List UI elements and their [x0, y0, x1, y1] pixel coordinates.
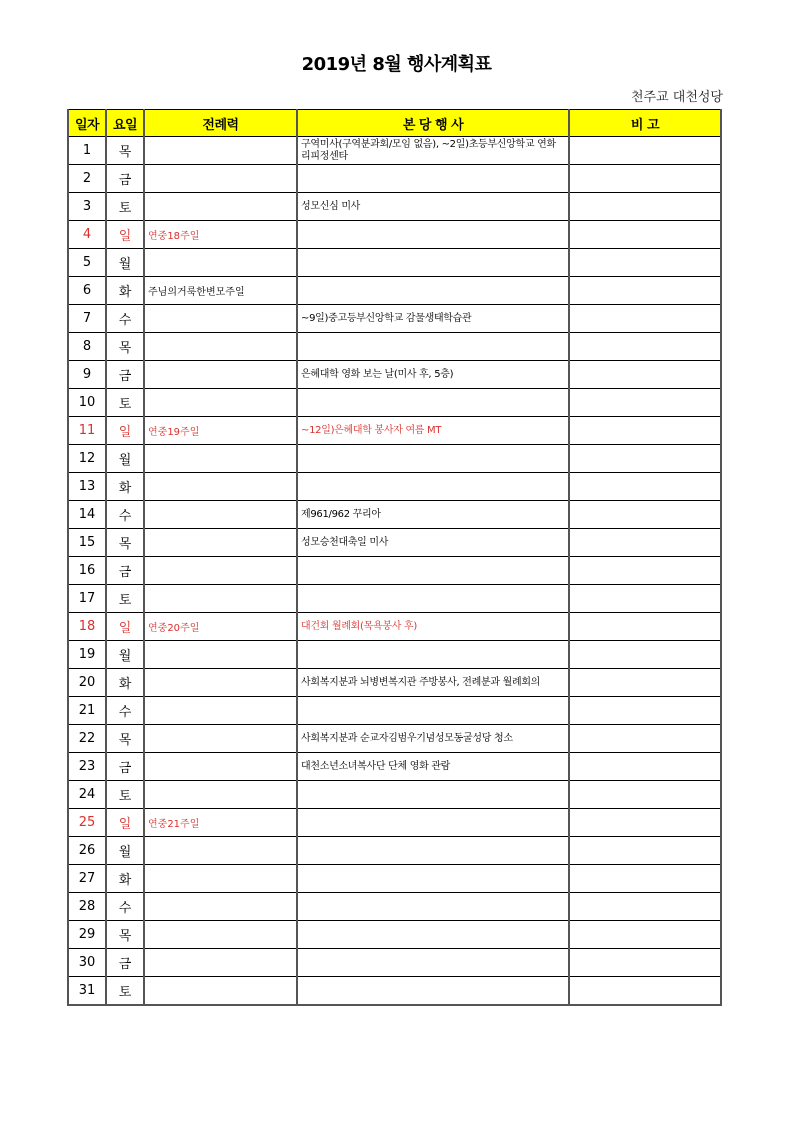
table-row [68, 361, 721, 389]
table-row [68, 165, 721, 193]
event-cell [297, 809, 569, 837]
event-cell [297, 249, 569, 277]
day-cell: 28 [68, 893, 106, 921]
table-row [68, 669, 721, 697]
event-cell [297, 781, 569, 809]
weekday-cell: 토 [106, 389, 144, 417]
header-day: 일자 [68, 110, 106, 137]
day-cell: 8 [68, 333, 106, 361]
liturgy-cell: 연중21주일 [144, 809, 297, 837]
table-row [68, 725, 721, 753]
remark-cell [569, 557, 721, 585]
liturgy-cell: 연중18주일 [144, 221, 297, 249]
remark-cell [569, 641, 721, 669]
liturgy-cell: 연중19주일 [144, 417, 297, 445]
day-cell: 25 [68, 809, 106, 837]
weekday-cell: 금 [106, 165, 144, 193]
weekday-cell: 수 [106, 305, 144, 333]
table-row [68, 809, 721, 837]
day-cell: 18 [68, 613, 106, 641]
weekday-cell: 수 [106, 501, 144, 529]
day-cell: 21 [68, 697, 106, 725]
remark-cell [569, 865, 721, 893]
weekday-cell: 화 [106, 473, 144, 501]
liturgy-cell [144, 445, 297, 473]
weekday-cell: 수 [106, 697, 144, 725]
remark-cell [569, 165, 721, 193]
remark-cell [569, 725, 721, 753]
day-cell: 13 [68, 473, 106, 501]
remark-cell [569, 669, 721, 697]
event-cell [297, 697, 569, 725]
weekday-cell: 금 [106, 361, 144, 389]
event-cell: 구역미사(구역분과회/모임 없음), ~2일)초등부신앙학교 연화리피정센타 [297, 137, 569, 165]
table-row [68, 753, 721, 781]
weekday-cell: 토 [106, 193, 144, 221]
weekday-cell: 목 [106, 725, 144, 753]
weekday-cell: 월 [106, 249, 144, 277]
table-row [68, 137, 721, 165]
header-liturgy: 전례력 [144, 110, 297, 137]
day-cell: 23 [68, 753, 106, 781]
event-cell [297, 641, 569, 669]
day-cell: 2 [68, 165, 106, 193]
liturgy-cell [144, 333, 297, 361]
liturgy-cell [144, 473, 297, 501]
event-cell [297, 277, 569, 305]
header-weekday: 요일 [106, 110, 144, 137]
remark-cell [569, 221, 721, 249]
day-cell: 1 [68, 137, 106, 165]
liturgy-cell [144, 249, 297, 277]
remark-cell [569, 501, 721, 529]
liturgy-cell [144, 865, 297, 893]
weekday-cell: 금 [106, 557, 144, 585]
weekday-cell: 월 [106, 445, 144, 473]
day-cell: 31 [68, 977, 106, 1006]
table-row [68, 697, 721, 725]
liturgy-cell [144, 921, 297, 949]
liturgy-cell [144, 165, 297, 193]
remark-cell [569, 305, 721, 333]
remark-cell [569, 333, 721, 361]
weekday-cell: 목 [106, 921, 144, 949]
day-cell: 7 [68, 305, 106, 333]
table-row [68, 417, 721, 445]
liturgy-cell [144, 529, 297, 557]
liturgy-cell [144, 389, 297, 417]
weekday-cell: 일 [106, 417, 144, 445]
page-title: 2019년 8월 행사계획표 [301, 54, 492, 75]
liturgy-cell [144, 641, 297, 669]
day-cell: 4 [68, 221, 106, 249]
day-cell: 30 [68, 949, 106, 977]
day-cell: 10 [68, 389, 106, 417]
day-cell: 20 [68, 669, 106, 697]
weekday-cell: 화 [106, 865, 144, 893]
table-row [68, 193, 721, 221]
liturgy-cell [144, 585, 297, 613]
event-cell: ~9일)중고등부신앙학교 감물생태학습관 [297, 305, 569, 333]
event-cell [297, 865, 569, 893]
remark-cell [569, 949, 721, 977]
table-row [68, 473, 721, 501]
event-cell: ~12일)은혜대학 봉사자 여름 MT [297, 417, 569, 445]
day-cell: 17 [68, 585, 106, 613]
day-cell: 12 [68, 445, 106, 473]
remark-cell [569, 697, 721, 725]
weekday-cell: 목 [106, 137, 144, 165]
liturgy-cell [144, 361, 297, 389]
event-cell [297, 557, 569, 585]
table-row [68, 921, 721, 949]
day-cell: 14 [68, 501, 106, 529]
liturgy-cell [144, 193, 297, 221]
remark-cell [569, 361, 721, 389]
table-row [68, 949, 721, 977]
event-cell: 사회복지분과 순교자김범우기념성모동굴성당 청소 [297, 725, 569, 753]
event-cell [297, 837, 569, 865]
header-remark: 비 고 [569, 110, 721, 137]
day-cell: 27 [68, 865, 106, 893]
weekday-cell: 목 [106, 529, 144, 557]
table-row [68, 585, 721, 613]
remark-cell [569, 837, 721, 865]
table-row [68, 249, 721, 277]
table-row [68, 501, 721, 529]
liturgy-cell [144, 753, 297, 781]
event-cell: 대천소년소녀복사단 단체 영화 관람 [297, 753, 569, 781]
remark-cell [569, 613, 721, 641]
remark-cell [569, 921, 721, 949]
event-cell: 성모신심 미사 [297, 193, 569, 221]
event-cell [297, 921, 569, 949]
table-row [68, 529, 721, 557]
day-cell: 3 [68, 193, 106, 221]
liturgy-cell [144, 893, 297, 921]
event-cell [297, 333, 569, 361]
liturgy-cell [144, 501, 297, 529]
event-cell [297, 949, 569, 977]
weekday-cell: 금 [106, 949, 144, 977]
day-cell: 19 [68, 641, 106, 669]
remark-cell [569, 753, 721, 781]
weekday-cell: 금 [106, 753, 144, 781]
table-row [68, 613, 721, 641]
weekday-cell: 화 [106, 669, 144, 697]
liturgy-cell [144, 837, 297, 865]
table-row [68, 781, 721, 809]
table-row [68, 865, 721, 893]
table-row [68, 837, 721, 865]
liturgy-cell: 주님의거룩한변모주일 [144, 277, 297, 305]
remark-cell [569, 977, 721, 1006]
liturgy-cell [144, 557, 297, 585]
remark-cell [569, 893, 721, 921]
event-cell: 대건회 월례회(목욕봉사 후) [297, 613, 569, 641]
table-row [68, 389, 721, 417]
weekday-cell: 토 [106, 977, 144, 1006]
liturgy-cell [144, 781, 297, 809]
event-cell [297, 221, 569, 249]
weekday-cell: 토 [106, 781, 144, 809]
table-row [68, 333, 721, 361]
weekday-cell: 일 [106, 613, 144, 641]
event-cell [297, 893, 569, 921]
day-cell: 5 [68, 249, 106, 277]
weekday-cell: 토 [106, 585, 144, 613]
liturgy-cell [144, 137, 297, 165]
remark-cell [569, 473, 721, 501]
event-cell [297, 165, 569, 193]
event-cell [297, 473, 569, 501]
table-header-row [68, 110, 721, 137]
weekday-cell: 수 [106, 893, 144, 921]
remark-cell [569, 781, 721, 809]
table-row [68, 445, 721, 473]
event-cell: 제961/962 꾸리아 [297, 501, 569, 529]
remark-cell [569, 137, 721, 165]
table-row [68, 641, 721, 669]
day-cell: 26 [68, 837, 106, 865]
liturgy-cell [144, 725, 297, 753]
liturgy-cell [144, 305, 297, 333]
table-row [68, 277, 721, 305]
table-row [68, 221, 721, 249]
weekday-cell: 화 [106, 277, 144, 305]
remark-cell [569, 529, 721, 557]
day-cell: 29 [68, 921, 106, 949]
remark-cell [569, 389, 721, 417]
liturgy-cell [144, 669, 297, 697]
weekday-cell: 월 [106, 641, 144, 669]
weekday-cell: 목 [106, 333, 144, 361]
remark-cell [569, 585, 721, 613]
event-cell: 사회복지분과 뇌병변복지관 주방봉사, 전례분과 월례회의 [297, 669, 569, 697]
remark-cell [569, 417, 721, 445]
day-cell: 6 [68, 277, 106, 305]
liturgy-cell: 연중20주일 [144, 613, 297, 641]
table-row [68, 893, 721, 921]
table-row [68, 557, 721, 585]
event-cell [297, 389, 569, 417]
remark-cell [569, 809, 721, 837]
remark-cell [569, 445, 721, 473]
remark-cell [569, 277, 721, 305]
table-row [68, 977, 721, 1006]
table-row [68, 305, 721, 333]
event-cell: 은혜대학 영화 보는 날(미사 후, 5층) [297, 361, 569, 389]
day-cell: 24 [68, 781, 106, 809]
organization-name: 천주교 대천성당 [630, 90, 723, 105]
day-cell: 16 [68, 557, 106, 585]
weekday-cell: 일 [106, 221, 144, 249]
event-cell: 성모승천대축일 미사 [297, 529, 569, 557]
weekday-cell: 일 [106, 809, 144, 837]
remark-cell [569, 193, 721, 221]
header-parish-event: 본 당 행 사 [297, 110, 569, 137]
liturgy-cell [144, 949, 297, 977]
remark-cell [569, 249, 721, 277]
liturgy-cell [144, 697, 297, 725]
liturgy-cell [144, 977, 297, 1006]
day-cell: 11 [68, 417, 106, 445]
day-cell: 9 [68, 361, 106, 389]
event-schedule-table [67, 109, 722, 1006]
event-cell [297, 445, 569, 473]
day-cell: 22 [68, 725, 106, 753]
day-cell: 15 [68, 529, 106, 557]
event-cell [297, 977, 569, 1006]
weekday-cell: 월 [106, 837, 144, 865]
event-cell [297, 585, 569, 613]
